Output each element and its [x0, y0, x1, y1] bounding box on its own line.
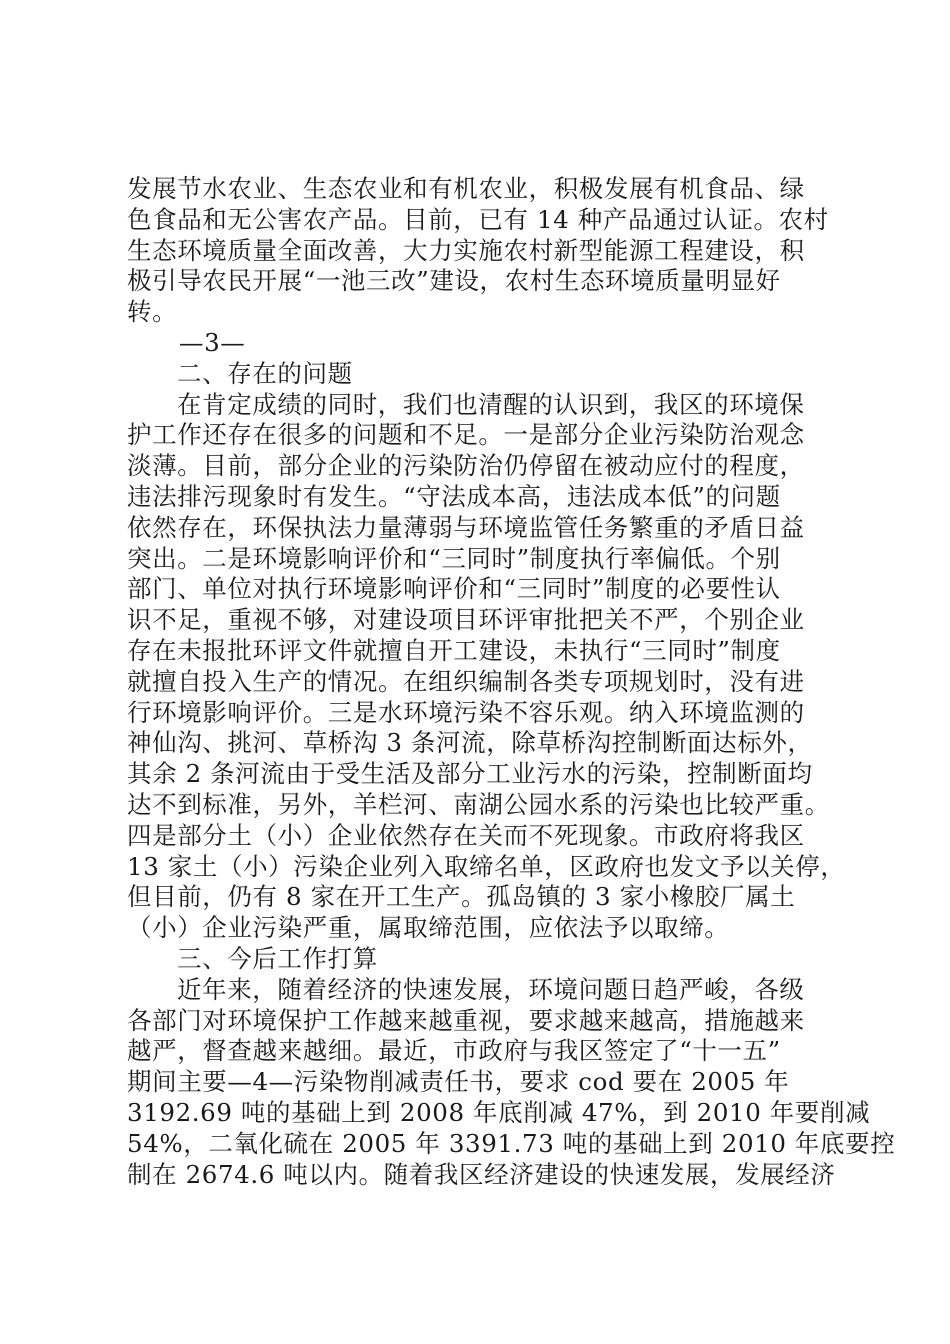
paragraph-line: 四是部分土（小）企业依然存在关而不死现象。市政府将我区 [127, 820, 805, 850]
paragraph-line: 达不到标准，另外，羊栏河、南湖公园水系的污染也比较严重。 [127, 789, 830, 819]
paragraph-line: 但目前，仍有 8 家在开工生产。孤岛镇的 3 家小橡胶厂属土 [127, 882, 796, 912]
paragraph-line: 其余 2 条河流由于受生活及部分工业污水的污染，控制断面均 [127, 759, 813, 789]
paragraph-line: 神仙沟、挑河、草桥沟 3 条河流，除草桥沟控制断面达标外， [127, 728, 813, 758]
paragraph-line: 淡薄。目前，部分企业的污染防治仍停留在被动应付的程度， [127, 451, 805, 481]
paragraph-line: 极引导农民开展“一池三改”建设，农村生态环境质量明显好 [127, 266, 781, 296]
paragraph-line: 就擅自投入生产的情况。在组织编制各类专项规划时，没有进 [127, 666, 805, 696]
document-body [127, 174, 896, 1190]
paragraph-line: 近年来，随着经济的快速发展，环境问题日趋严峻，各级 [177, 974, 805, 1004]
paragraph-line: 行环境影响评价。三是水环境污染不容乐观。纳入环境监测的 [127, 697, 805, 727]
paragraph-line: 在肯定成绩的同时，我们也清醒的认识到，我区的环境保 [177, 389, 805, 419]
paragraph-line: 发展节水农业、生态农业和有机农业，积极发展有机食品、绿 [127, 174, 805, 203]
page-number-marker: —3— [179, 327, 246, 357]
paragraph-line: 各部门对环境保护工作越来越重视，要求越来越高，措施越来 [127, 1005, 805, 1035]
paragraph-line: 3192.69 吨的基础上到 2008 年底削减 47%，到 2010 年要削减 [127, 1097, 871, 1127]
paragraph-line: （小）企业污染严重，属取缔范围，应依法予以取缔。 [127, 913, 730, 943]
paragraph-line: 54%，二氧化硫在 2005 年 3391.73 吨的基础上到 2010 年底要控 [127, 1128, 896, 1158]
section-heading-problems: 二、存在的问题 [177, 358, 353, 388]
paragraph-line: 制在 2674.6 吨以内。随着我区经济建设的快速发展，发展经济 [127, 1159, 836, 1189]
paragraph-line: 护工作还存在很多的问题和不足。一是部分企业污染防治观念 [127, 420, 805, 450]
paragraph-line: 存在未报批环评文件就擅自开工建设，未执行“三同时”制度 [127, 635, 781, 665]
paragraph-line: 转。 [127, 297, 178, 327]
paragraph-line: 部门、单位对执行环境影响评价和“三同时”制度的必要性认 [127, 574, 781, 604]
paragraph-line: 依然存在，环保执法力量薄弱与环境监管任务繁重的矛盾日益 [127, 512, 805, 542]
section-heading-plans: 三、今后工作打算 [177, 943, 378, 973]
paragraph-line: 期间主要—4—污染物削减责任书，要求 cod 要在 2005 年 [127, 1067, 790, 1097]
paragraph-line: 13 家土（小）污染企业列入取缔名单，区政府也发文予以关停， [127, 851, 846, 881]
paragraph-line: 越严，督查越来越细。最近，市政府与我区签定了“十一五” [127, 1036, 781, 1066]
paragraph-line: 突出。二是环境影响评价和“三同时”制度执行率偏低。个别 [127, 543, 781, 573]
paragraph-line: 识不足，重视不够，对建设项目环评审批把关不严，个别企业 [127, 605, 805, 635]
paragraph-line: 违法排污现象时有发生。“守法成本高，违法成本低”的问题 [127, 481, 781, 511]
paragraph-line: 生态环境质量全面改善，大力实施农村新型能源工程建设，积 [127, 235, 805, 265]
paragraph-line: 色食品和无公害农产品。目前，已有 14 种产品通过认证。农村 [127, 204, 829, 234]
